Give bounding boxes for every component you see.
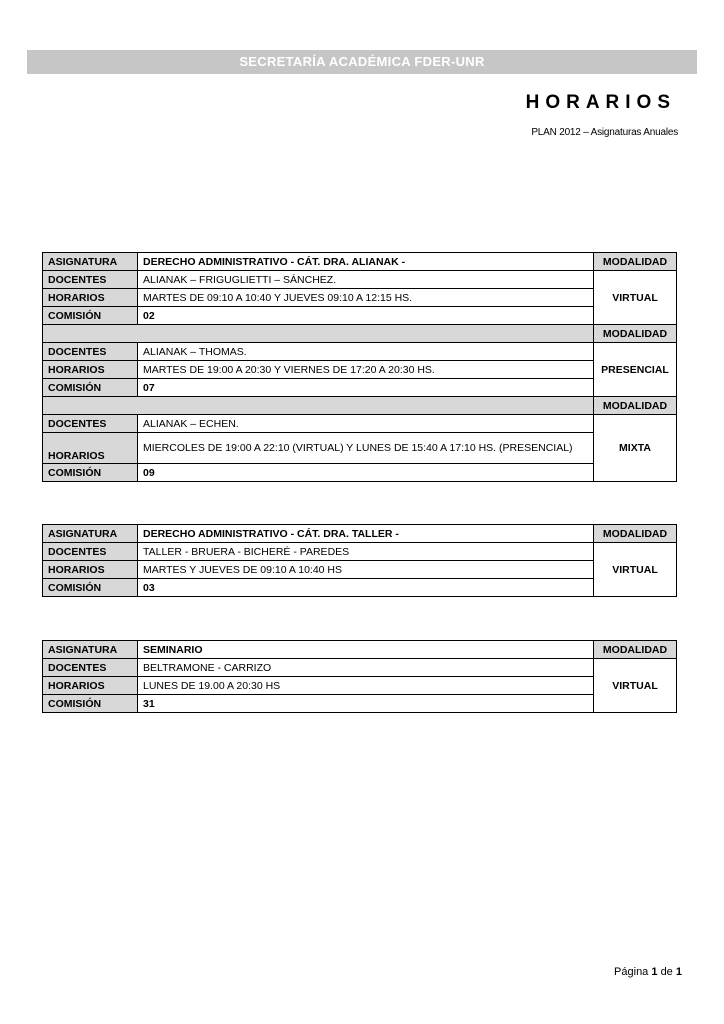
page-footer: [614, 966, 682, 978]
table-row: [43, 253, 677, 271]
modalidad-header: MODALIDAD: [594, 397, 677, 415]
docentes-label: DOCENTES: [43, 659, 138, 677]
table-row: [43, 695, 677, 713]
docentes-label: DOCENTES: [43, 271, 138, 289]
modalidad-header: MODALIDAD: [594, 325, 677, 343]
docentes-value: ALIANAK – FRIGUGLIETTI – SÁNCHEZ.: [138, 271, 594, 289]
docentes-label: DOCENTES: [43, 343, 138, 361]
modalidad-header: MODALIDAD: [594, 641, 677, 659]
table-row: [43, 289, 677, 307]
docentes-value: ALIANAK – ECHEN.: [138, 415, 594, 433]
page-title: HORARIOS: [525, 92, 676, 113]
page-number: 1: [651, 966, 658, 978]
modalidad-header: MODALIDAD: [594, 253, 677, 271]
asignatura-label: ASIGNATURA: [43, 525, 138, 543]
docentes-value: ALIANAK – THOMAS.: [138, 343, 594, 361]
table-row: [43, 361, 677, 379]
table-row: [43, 543, 677, 561]
header-banner: SECRETARÍA ACADÉMICA FDER-UNR: [27, 50, 697, 74]
table-row: [43, 561, 677, 579]
comision-value: 03: [138, 579, 594, 597]
comision-label: COMISIÓN: [43, 695, 138, 713]
table-row: [43, 525, 677, 543]
separator-cell: [43, 397, 594, 415]
table-row: [43, 271, 677, 289]
page-total: 1: [675, 966, 682, 978]
schedule-table-2: [42, 524, 677, 597]
modalidad-value: VIRTUAL: [594, 271, 677, 325]
modalidad-value: PRESENCIAL: [594, 343, 677, 397]
horarios-value: LUNES DE 19.00 A 20:30 HS: [138, 677, 594, 695]
modalidad-header: MODALIDAD: [594, 525, 677, 543]
comision-value: 02: [138, 307, 594, 325]
schedule-table-1: [42, 252, 677, 482]
asignatura-value: DERECHO ADMINISTRATIVO - CÁT. DRA. ALIANAK -: [138, 253, 594, 271]
comision-label: COMISIÓN: [43, 379, 138, 397]
table-row: [43, 579, 677, 597]
modalidad-value: MIXTA: [594, 415, 677, 482]
docentes-label: DOCENTES: [43, 543, 138, 561]
comision-label: COMISIÓN: [43, 307, 138, 325]
table-row: [43, 677, 677, 695]
comision-label: COMISIÓN: [43, 464, 138, 482]
table-row: [43, 307, 677, 325]
comision-value: 09: [138, 464, 594, 482]
horarios-label: HORARIOS: [43, 677, 138, 695]
table-row: [43, 659, 677, 677]
schedule-table-3: [42, 640, 677, 713]
page-word: Página: [614, 966, 649, 978]
horarios-value: MIERCOLES DE 19:00 A 22:10 (VIRTUAL) Y LUNES DE 15:40 A 17:10 HS. (PRESENCIAL): [138, 433, 594, 464]
horarios-label: HORARIOS: [43, 289, 138, 307]
table-row: [43, 415, 677, 433]
of-word: de: [660, 966, 673, 978]
docentes-value: BELTRAMONE - CARRIZO: [138, 659, 594, 677]
modalidad-value: VIRTUAL: [594, 659, 677, 713]
horarios-value: MARTES DE 19:00 A 20:30 Y VIERNES DE 17:20 A 20:30 HS.: [138, 361, 594, 379]
asignatura-label: ASIGNATURA: [43, 641, 138, 659]
horarios-label: HORARIOS: [43, 433, 138, 464]
table-row: [43, 433, 677, 464]
page-subtitle: PLAN 2012 – Asignaturas Anuales: [531, 127, 678, 138]
asignatura-label: ASIGNATURA: [43, 253, 138, 271]
docentes-value: TALLER - BRUERA - BICHERÉ - PAREDES: [138, 543, 594, 561]
docentes-label: DOCENTES: [43, 415, 138, 433]
asignatura-value: DERECHO ADMINISTRATIVO - CÁT. DRA. TALLER -: [138, 525, 594, 543]
table-row: [43, 397, 677, 415]
modalidad-value: VIRTUAL: [594, 543, 677, 597]
comision-value: 31: [138, 695, 594, 713]
comision-value: 07: [138, 379, 594, 397]
separator-cell: [43, 325, 594, 343]
table-row: [43, 325, 677, 343]
comision-label: COMISIÓN: [43, 579, 138, 597]
horarios-label: HORARIOS: [43, 561, 138, 579]
table-row: [43, 641, 677, 659]
horarios-value: MARTES DE 09:10 A 10:40 Y JUEVES 09:10 A 12:15 HS.: [138, 289, 594, 307]
table-row: [43, 379, 677, 397]
horarios-label: HORARIOS: [43, 361, 138, 379]
horarios-value: MARTES Y JUEVES DE 09:10 A 10:40 HS: [138, 561, 594, 579]
asignatura-value: SEMINARIO: [138, 641, 594, 659]
table-row: [43, 343, 677, 361]
table-row: [43, 464, 677, 482]
